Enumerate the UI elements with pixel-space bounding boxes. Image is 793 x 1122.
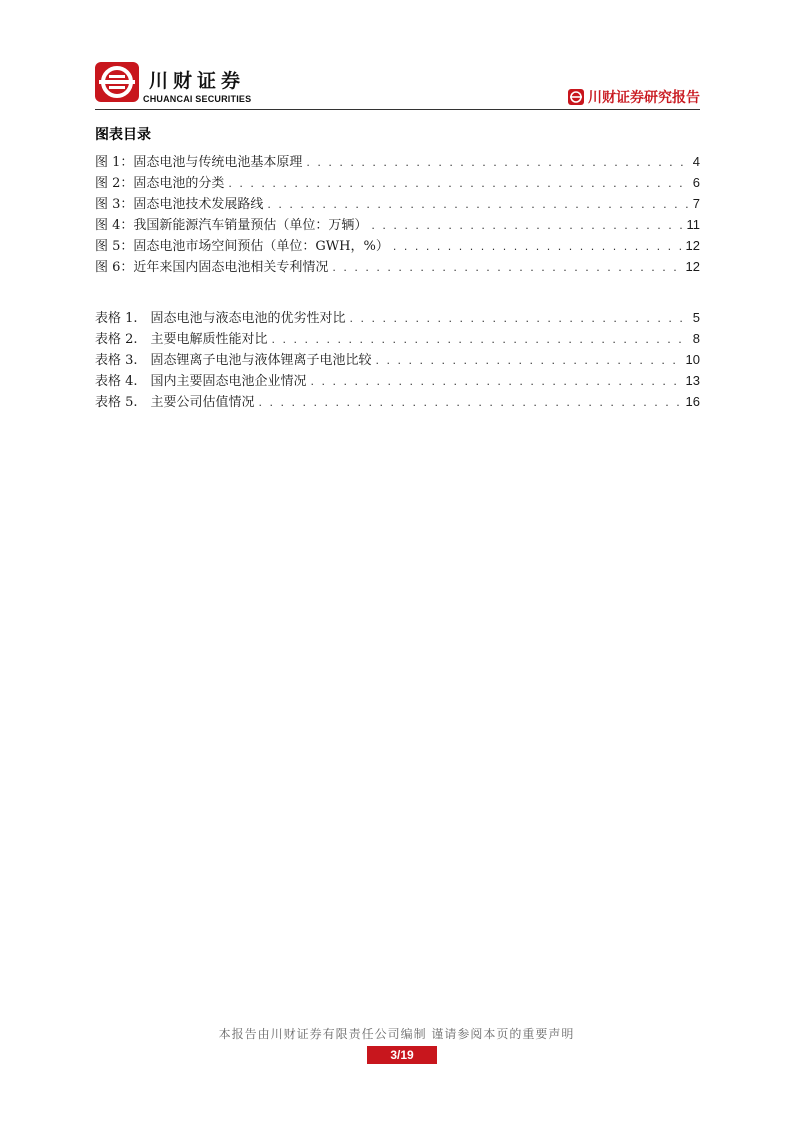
toc-entry-page: 7	[692, 196, 700, 211]
logo-chinese-name: 川财证券	[149, 70, 246, 92]
toc-entry-label: 图 6：近年来国内固态电池相关专利情况	[95, 260, 329, 275]
dot-leader	[350, 308, 689, 329]
toc-entry-page: 12	[685, 259, 700, 274]
toc-entry-page: 13	[685, 373, 700, 388]
toc-entry-figure-5[interactable]	[95, 235, 700, 256]
toc-entry-page: 4	[692, 154, 700, 169]
toc-entry-figure-1[interactable]	[95, 151, 700, 172]
dot-leader	[376, 350, 682, 371]
toc-entry-table-2[interactable]	[95, 328, 700, 349]
report-brand	[568, 88, 700, 106]
toc-entry-label: 表格 1. 固态电池与液态电池的优劣性对比	[95, 311, 346, 326]
table-list	[95, 307, 700, 412]
dot-leader	[332, 257, 681, 278]
toc-entry-label: 图 1：固态电池与传统电池基本原理	[95, 155, 303, 170]
header-divider	[95, 109, 700, 110]
toc-entry-page: 5	[692, 310, 700, 325]
toc-entry-label: 图 4：我国新能源汽车销量预估（单位：万辆）	[95, 218, 368, 233]
dot-leader	[259, 392, 682, 413]
footer-disclaimer: 本报告由川财证券有限责任公司编制 谨请参阅本页的重要声明	[218, 1027, 575, 1041]
toc-entry-figure-4[interactable]	[95, 214, 700, 235]
toc-entry-page: 10	[685, 352, 700, 367]
toc-entry-page: 6	[692, 175, 700, 190]
figure-list	[95, 151, 700, 277]
chuancai-logo-icon	[95, 62, 139, 102]
dot-leader	[393, 236, 682, 257]
dot-leader	[311, 371, 682, 392]
toc-entry-page: 16	[685, 394, 700, 409]
toc-entry-label: 表格 3. 固态锂离子电池与液体锂离子电池比较	[95, 353, 372, 368]
toc-entry-table-3[interactable]	[95, 349, 700, 370]
dot-leader	[228, 173, 688, 194]
dot-leader	[371, 215, 682, 236]
toc-entry-page: 8	[692, 331, 700, 346]
toc-entry-label: 表格 4. 国内主要固态电池企业情况	[95, 374, 307, 389]
toc-entry-label: 图 2：固态电池的分类	[95, 176, 225, 191]
toc-entry-page: 11	[686, 217, 700, 232]
toc-entry-figure-6[interactable]	[95, 256, 700, 277]
toc-entry-figure-3[interactable]	[95, 193, 700, 214]
toc-entry-figure-2[interactable]	[95, 172, 700, 193]
page-number-badge: 3/19	[367, 1046, 437, 1064]
page-header	[95, 62, 700, 110]
toc-entry-label: 图 3：固态电池技术发展路线	[95, 197, 264, 212]
toc-entry-table-1[interactable]	[95, 307, 700, 328]
toc-entry-label: 表格 5. 主要公司估值情况	[95, 395, 255, 410]
toc-entry-table-4[interactable]	[95, 370, 700, 391]
report-brand-icon	[568, 89, 584, 105]
report-brand-text: 川财证券研究报告	[588, 90, 700, 106]
dot-leader	[306, 152, 688, 173]
logo-english-name: CHUANCAI SECURITIES	[143, 94, 252, 104]
toc-entry-page: 12	[685, 238, 700, 253]
toc-entry-label: 表格 2. 主要电解质性能对比	[95, 332, 268, 347]
toc-entry-label: 图 5：固态电池市场空间预估（单位：GWH，%）	[95, 239, 389, 254]
toc-entry-table-5[interactable]	[95, 391, 700, 412]
toc-title: 图表目录	[95, 127, 151, 143]
dot-leader	[267, 194, 688, 215]
dot-leader	[272, 329, 689, 350]
